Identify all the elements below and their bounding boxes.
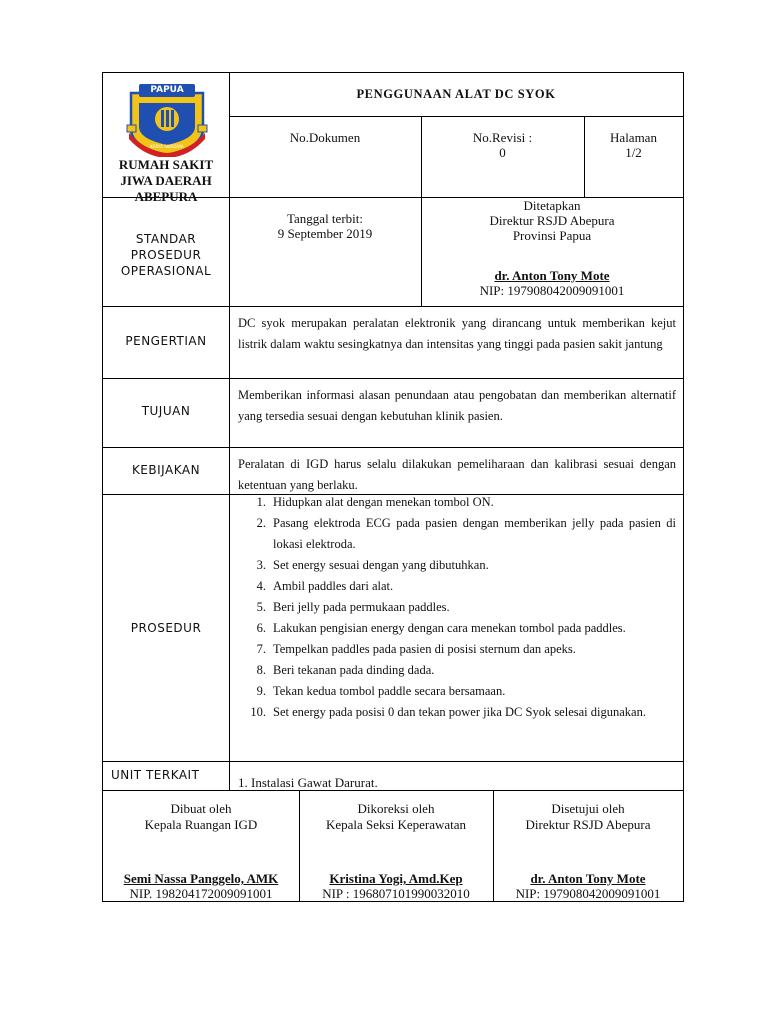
signature-block-2 bbox=[299, 801, 493, 833]
step-text: Beri jelly pada permukaan paddles. bbox=[273, 600, 450, 614]
sop-type-label: STANDAR PROSEDUR OPERASIONAL bbox=[120, 232, 212, 278]
signer-nip: NIP : 196807101990032010 bbox=[322, 886, 470, 901]
signer-name: Kristina Yogi, Amd.Kep bbox=[329, 871, 463, 886]
step-number: 3. bbox=[256, 558, 266, 572]
divider bbox=[229, 116, 683, 117]
divider bbox=[103, 761, 683, 762]
unit-terkait-item: 1. Instalasi Gawat Darurat. bbox=[238, 775, 378, 790]
step-number: 1. bbox=[256, 495, 266, 509]
page-label: Halaman bbox=[610, 130, 657, 145]
list-item bbox=[246, 618, 676, 639]
signature-role: Disetujui oleh bbox=[551, 801, 625, 816]
step-number: 2. bbox=[256, 516, 266, 530]
step-text: Pasang elektroda ECG pada pasien dengan memberikan jelly pada pasien di lokasi elektroda. bbox=[273, 516, 676, 551]
step-text: Set energy sesuai dengan yang dibutuhkan. bbox=[273, 558, 489, 572]
signature-position: Kepala Ruangan IGD bbox=[144, 817, 258, 832]
list-item bbox=[246, 513, 676, 555]
approved-by-title: Direktur RSJD Abepura bbox=[489, 213, 615, 228]
logo-label: PAPUA bbox=[150, 85, 184, 95]
kebijakan-text: Peralatan di IGD harus selalu dilakukan pemeliharaan dan kalibrasi sesuai dengan ketentuan yang berlaku. bbox=[238, 457, 676, 492]
step-number: 6. bbox=[256, 621, 266, 635]
step-text: Tekan kedua tombol paddle secara bersamaan. bbox=[273, 684, 506, 698]
signature-position: Direktur RSJD Abepura bbox=[525, 817, 651, 832]
document-title: PENGGUNAAN ALAT DC SYOK bbox=[356, 87, 556, 101]
approved-label: Ditetapkan bbox=[523, 198, 581, 213]
revision-value: 0 bbox=[499, 145, 506, 160]
page-value: 1/2 bbox=[625, 145, 642, 160]
list-item bbox=[246, 681, 676, 702]
list-item bbox=[246, 492, 676, 513]
signature-role: Dikoreksi oleh bbox=[357, 801, 435, 816]
signature-block-3 bbox=[493, 801, 683, 833]
list-item bbox=[246, 639, 676, 660]
prosedur-steps-list bbox=[246, 492, 676, 723]
step-number: 8. bbox=[256, 663, 266, 677]
signature-block-1 bbox=[103, 801, 299, 833]
unit-terkait-label: UNIT TERKAIT bbox=[111, 768, 200, 782]
signature-role: Dibuat oleh bbox=[170, 801, 232, 816]
director-name: dr. Anton Tony Mote bbox=[494, 268, 610, 283]
list-item bbox=[246, 555, 676, 576]
step-text: Tempelkan paddles pada pasien di posisi sternum dan apeks. bbox=[273, 642, 576, 656]
tujuan-label: TUJUAN bbox=[141, 404, 191, 418]
signer-nip: NIP: 197908042009091001 bbox=[515, 886, 661, 901]
step-number: 4. bbox=[256, 579, 266, 593]
step-text: Lakukan pengisian energy dengan cara menekan tombol pada paddles. bbox=[273, 621, 626, 635]
list-item bbox=[246, 660, 676, 681]
papua-logo bbox=[125, 81, 209, 157]
divider bbox=[103, 306, 683, 307]
step-text: Beri tekanan pada dinding dada. bbox=[273, 663, 435, 677]
issue-date-label: Tanggal terbit: bbox=[287, 211, 363, 226]
revision-label: No.Revisi : bbox=[472, 130, 533, 145]
step-number: 5. bbox=[256, 600, 266, 614]
prosedur-label: PROSEDUR bbox=[130, 621, 202, 635]
sop-document bbox=[102, 72, 684, 902]
step-number: 10. bbox=[250, 705, 266, 719]
step-text: Hidupkan alat dengan menekan tombol ON. bbox=[273, 495, 494, 509]
approved-by-province: Provinsi Papua bbox=[512, 228, 592, 243]
divider bbox=[103, 447, 683, 448]
list-item bbox=[246, 576, 676, 597]
signer-name: Semi Nassa Panggelo, AMK bbox=[123, 871, 279, 886]
pengertian-label: PENGERTIAN bbox=[125, 334, 207, 348]
doc-number-label: No.Dokumen bbox=[289, 130, 361, 145]
logo-motto: KARYA SWADAYA bbox=[150, 144, 184, 149]
signer-name: dr. Anton Tony Mote bbox=[530, 871, 646, 886]
director-nip: NIP: 197908042009091001 bbox=[479, 283, 625, 298]
issue-date-value: 9 September 2019 bbox=[277, 226, 373, 241]
hospital-name: RUMAH SAKIT JIWA DAERAH ABEPURA bbox=[118, 157, 214, 204]
signature-position: Kepala Seksi Keperawatan bbox=[325, 817, 467, 832]
list-item bbox=[246, 702, 676, 723]
list-item bbox=[246, 597, 676, 618]
kebijakan-label: KEBIJAKAN bbox=[131, 463, 201, 477]
pengertian-text: DC syok merupakan peralatan elektronik yang dirancang untuk memberikan kejut listrik dalam waktu sesingkatnya dan intensitas yang tinggi pada pasien sakit jantung bbox=[238, 316, 676, 351]
signer-nip: NIP. 198204172009091001 bbox=[129, 886, 273, 901]
divider bbox=[103, 378, 683, 379]
step-number: 9. bbox=[256, 684, 266, 698]
step-text: Set energy pada posisi 0 dan tekan power jika DC Syok selesai digunakan. bbox=[273, 705, 646, 719]
divider bbox=[229, 73, 230, 306]
tujuan-text: Memberikan informasi alasan penundaan atau pengobatan dan memberikan alternatif yang tersedia sesuai dengan kebutuhan klinik pasien. bbox=[238, 388, 676, 423]
step-number: 7. bbox=[256, 642, 266, 656]
step-text: Ambil paddles dari alat. bbox=[273, 579, 394, 593]
